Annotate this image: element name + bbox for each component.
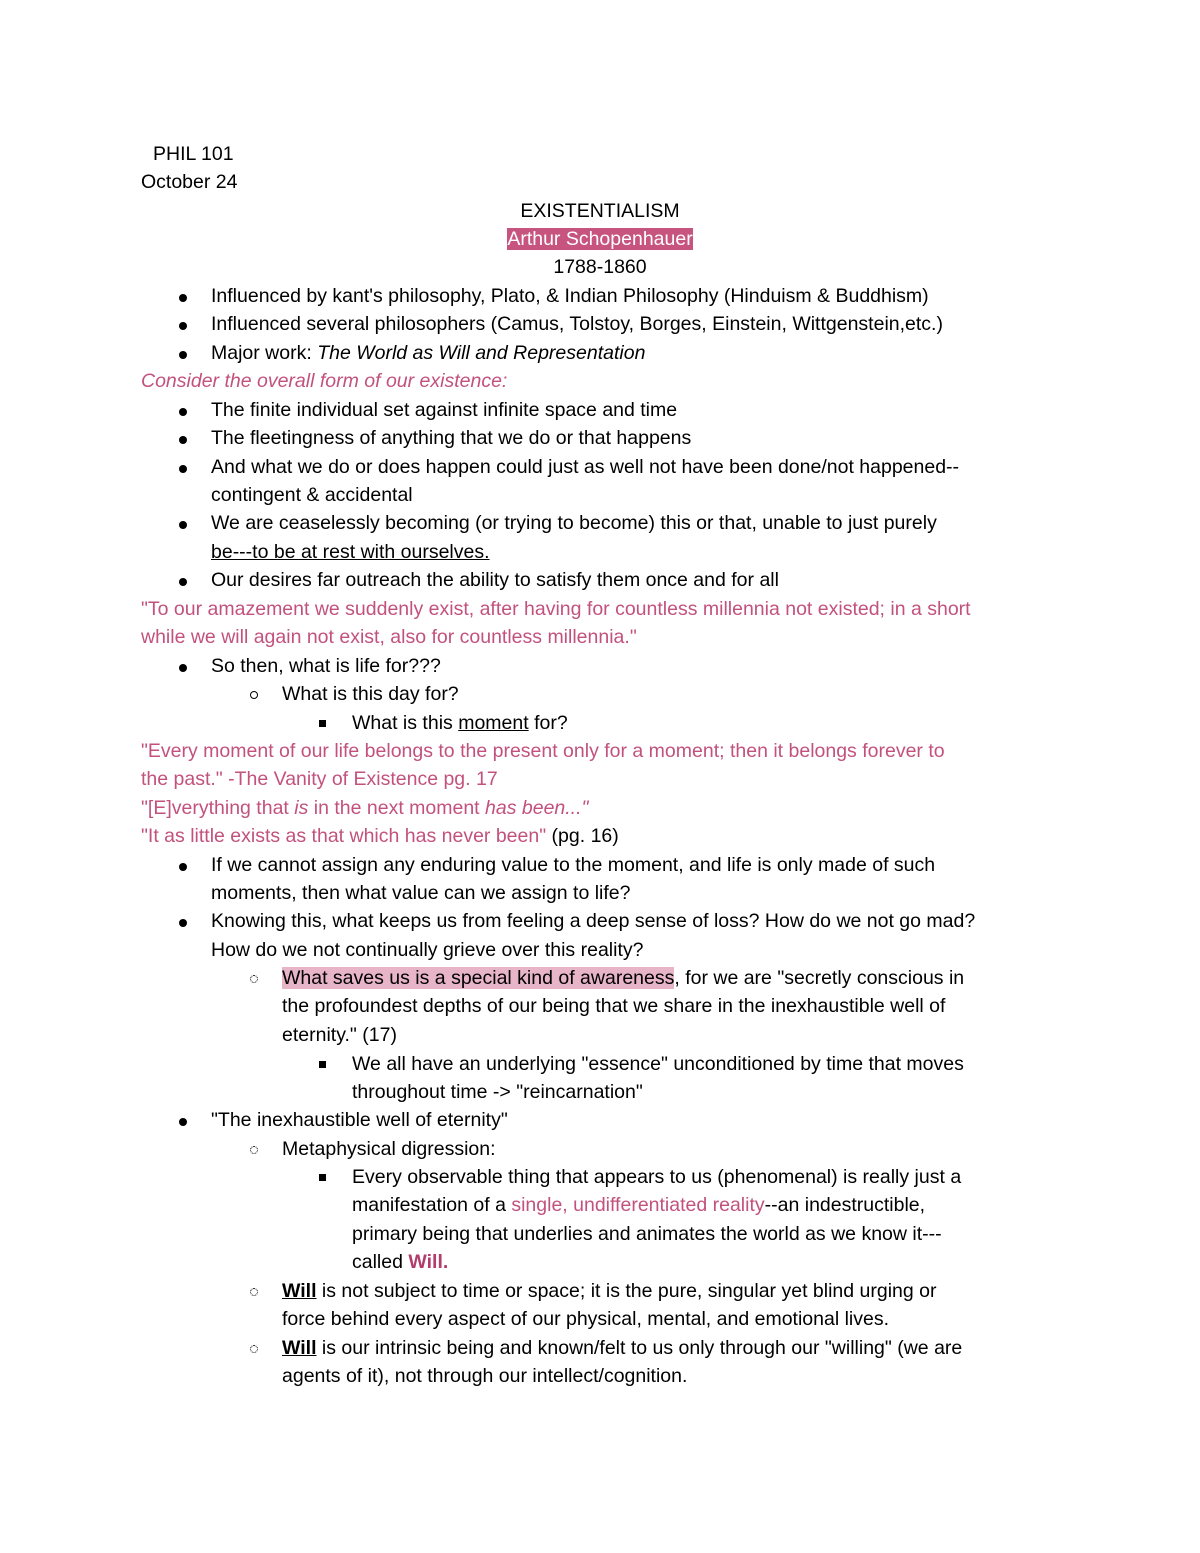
underlined-word: moment [458, 712, 529, 734]
bullet-square [319, 720, 326, 727]
lecture-date: October 24 [141, 171, 238, 193]
bullet-circle [250, 975, 258, 983]
bullet-circle [250, 1146, 258, 1154]
bullet-dot [179, 578, 187, 586]
list-item-continued: moments, then what value can we assign to life? [211, 882, 631, 904]
sub-list-item-continued: the profoundest depths of our being that we share in the inexhaustible well of [282, 995, 946, 1017]
bullet-dot [179, 322, 187, 330]
sub-sub-list-item [352, 711, 568, 735]
bullet-dot [179, 521, 187, 529]
bullet-circle [250, 1345, 258, 1353]
list-item: Influenced by kant's philosophy, Plato, & Indian Philosophy (Hinduism & Buddhism) [211, 285, 929, 307]
text-run: What is this [352, 712, 459, 734]
sub-list-item [282, 966, 964, 990]
list-item: The fleetingness of anything that we do or that happens [211, 427, 692, 449]
bullet-circle [250, 1288, 258, 1296]
will-term: Will [282, 1337, 317, 1359]
course-code: PHIL 101 [153, 143, 234, 165]
sub-list-item: Metaphysical digression: [282, 1138, 496, 1160]
italic-phrase: has been..." [485, 797, 589, 819]
sub-sub-list-item-continued: throughout time -> "reincarnation" [352, 1081, 643, 1103]
major-work-title: The World as Will and Representation [317, 342, 646, 364]
bullet-dot [179, 436, 187, 444]
bullet-dot [179, 863, 187, 871]
section-heading: Consider the overall form of our existence: [141, 370, 508, 392]
sub-sub-list-item: Every observable thing that appears to us (phenomenal) is really just a [352, 1166, 962, 1188]
text-run: manifestation of a [352, 1194, 512, 1216]
subject-name-line [0, 227, 1200, 251]
page-reference: (pg. 16) [546, 825, 619, 847]
bullet-square [319, 1174, 326, 1181]
text-run: "[E]verything that [141, 797, 295, 819]
sub-list-item-continued: force behind every aspect of our physical, mental, and emotional lives. [282, 1308, 889, 1330]
subject-years: 1788-1860 [553, 256, 647, 278]
bullet-dot [179, 465, 187, 473]
sub-sub-list-item: We all have an underlying "essence" unconditioned by time that moves [352, 1053, 964, 1075]
list-item: Influenced several philosophers (Camus, Tolstoy, Borges, Einstein, Wittgenstein,etc.) [211, 313, 943, 335]
list-item: So then, what is life for??? [211, 655, 441, 677]
quote-line [141, 824, 619, 848]
list-item: If we cannot assign any enduring value to the moment, and life is only made of such [211, 854, 936, 876]
bullet-square [319, 1061, 326, 1068]
text-run: is our intrinsic being and known/felt to us only through our "willing" (we are [316, 1337, 963, 1359]
sub-sub-list-item-continued [352, 1193, 925, 1217]
will-term: Will [282, 1280, 317, 1302]
quote-line: "To our amazement we suddenly exist, after having for countless millennia not existed; in a short [141, 598, 971, 620]
text-run: for? [528, 712, 568, 734]
list-item-major-work [211, 341, 645, 365]
text-run: called [352, 1251, 409, 1273]
quote-text: "It as little exists as that which has never been" [141, 825, 547, 847]
quote-line: while we will again not exist, also for countless millennia." [141, 626, 637, 648]
sub-list-item-continued: agents of it), not through our intellect/cognition. [282, 1365, 688, 1387]
text-run: , for we are "secretly conscious in [674, 967, 965, 989]
page-title: EXISTENTIALISM [520, 200, 680, 222]
text-run: in the next moment [308, 797, 486, 819]
list-item: And what we do or does happen could just as well not have been done/not happened-- [211, 456, 960, 478]
highlighted-phrase: What saves us is a special kind of awareness [282, 967, 675, 989]
major-work-label: Major work: [211, 342, 318, 364]
sub-list-item: What is this day for? [282, 683, 459, 705]
quote-line [141, 796, 588, 820]
bullet-dot [179, 1118, 187, 1126]
subject-name: Arthur Schopenhauer [507, 228, 693, 250]
list-item-continued: be---to be at rest with ourselves. [211, 541, 490, 563]
list-item-continued: contingent & accidental [211, 484, 413, 506]
list-item-continued: How do we not continually grieve over this reality? [211, 939, 644, 961]
will-term: Will. [408, 1251, 449, 1273]
quote-line: "Every moment of our life belongs to the present only for a moment; then it belongs forever to [141, 740, 945, 762]
list-item: Knowing this, what keeps us from feeling a deep sense of loss? How do we not go mad? [211, 910, 976, 932]
list-item: The finite individual set against infinite space and time [211, 399, 678, 421]
list-item: "The inexhaustible well of eternity" [211, 1109, 508, 1131]
italic-word: is [294, 797, 309, 819]
sub-list-item-continued: eternity." (17) [282, 1024, 397, 1046]
bullet-dot [179, 919, 187, 927]
sub-list-item [282, 1336, 962, 1360]
bullet-dot [179, 294, 187, 302]
bullet-dot [179, 664, 187, 672]
list-item: Our desires far outreach the ability to satisfy them once and for all [211, 569, 779, 591]
pink-phrase: single, undifferentiated reality [511, 1194, 765, 1216]
bullet-dot [179, 408, 187, 416]
quote-line: the past." -The Vanity of Existence pg. 17 [141, 768, 498, 790]
bullet-circle [250, 691, 258, 699]
text-run: is not subject to time or space; it is the pure, singular yet blind urging or [316, 1280, 937, 1302]
list-item: We are ceaselessly becoming (or trying to become) this or that, unable to just purely [211, 512, 937, 534]
bullet-dot [179, 351, 187, 359]
sub-list-item [282, 1279, 936, 1303]
sub-sub-list-item-continued [352, 1250, 448, 1274]
sub-sub-list-item-continued: primary being that underlies and animates the world as we know it--- [352, 1223, 942, 1245]
text-run: --an indestructible, [764, 1194, 926, 1216]
